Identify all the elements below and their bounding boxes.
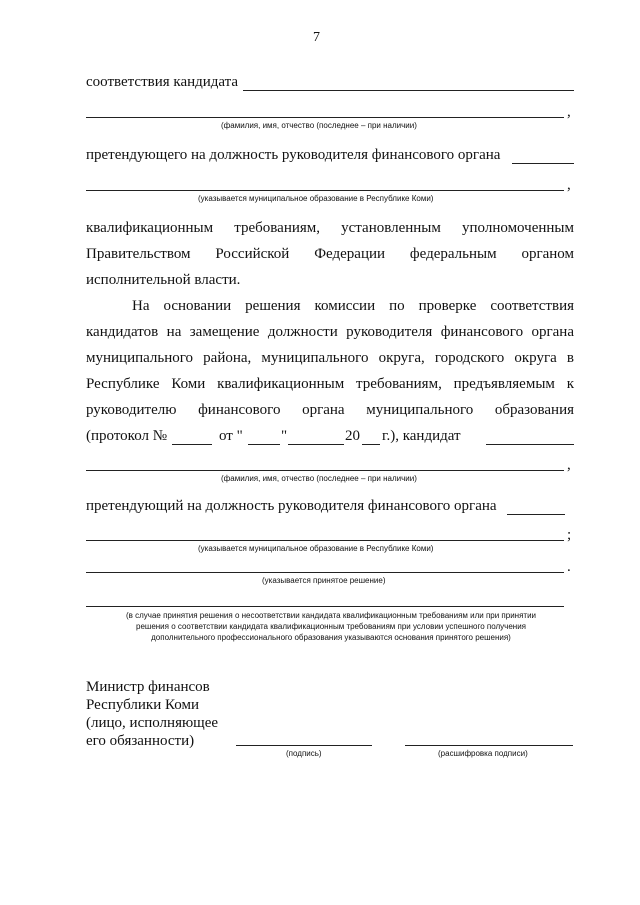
protocol-month-blank (288, 444, 344, 445)
candidate-name-blank (243, 90, 574, 91)
note-line-2: решения о соответствии кандидата квалификационным требованиям при условии успешного получения (136, 622, 526, 631)
decision-blank (86, 572, 564, 573)
protocol-candidate-blank (486, 444, 574, 445)
protocol-number-blank (172, 444, 212, 445)
protocol-prefix: (протокол № (86, 428, 168, 444)
position-blank-2 (507, 514, 565, 515)
para1-line-3: исполнительной власти. (86, 272, 241, 288)
caption-decision: (указывается принятое решение) (262, 576, 386, 585)
para1-line-1: квалификационным требованиям, установленным уполномоченным (86, 220, 574, 236)
line-candidate-compliance: соответствия кандидата (86, 74, 239, 90)
protocol-year-prefix: 20 (345, 428, 360, 444)
comma-3: , (567, 457, 571, 473)
signer-title-line-4: его обязанности) (86, 733, 195, 749)
protocol-quote: " (281, 428, 288, 444)
dot-1: . (567, 559, 571, 575)
mo-blank-1 (86, 190, 564, 191)
para1-line-2: Правительством Российской Федерации федеральным органом (86, 246, 574, 262)
signer-title-line-2: Республики Коми (86, 697, 199, 713)
caption-signature: (подпись) (286, 749, 322, 758)
comma-1: , (567, 104, 571, 120)
signer-title-line-3: (лицо, исполняющее (86, 715, 219, 731)
page-number: 7 (313, 30, 320, 45)
para2-line-4: Республике Коми квалификационным требованиям, предъявляемым к (86, 376, 574, 392)
para2-line-3: муниципального района, муниципального округа, городского округа в (86, 350, 574, 366)
protocol-year-suffix: г.), кандидат (382, 428, 461, 444)
line-position-applicant: претендующего на должность руководителя финансового органа (86, 147, 501, 163)
caption-mo-1: (указывается муниципальное образование в Республике Коми) (198, 194, 434, 203)
signature-blank (236, 745, 372, 746)
line-position-applicant-2: претендующий на должность руководителя финансового органа (86, 498, 497, 514)
caption-fio-2: (фамилия, имя, отчество (последнее – при наличии) (221, 474, 417, 483)
comma-2: , (567, 177, 571, 193)
grounds-blank (86, 606, 564, 607)
semicolon-1: ; (567, 527, 572, 543)
signer-title-line-1: Министр финансов (86, 679, 210, 695)
note-line-1: (в случае принятия решения о несоответствии кандидата квалификационным требованиям или при принятии (125, 611, 537, 620)
para2-line-2: кандидатов на замещение должности руководителя финансового органа (86, 324, 574, 340)
caption-fio-1: (фамилия, имя, отчество (последнее – при наличии) (221, 121, 417, 130)
note-line-3: дополнительного профессионального образования указываются основания принятого решения) (151, 633, 511, 642)
caption-mo-2: (указывается муниципальное образование в Республике Коми) (198, 544, 434, 553)
caption-signature-decoding: (расшифровка подписи) (438, 749, 528, 758)
mo-blank-2 (86, 540, 564, 541)
position-blank-1 (512, 163, 574, 164)
protocol-year-blank (362, 444, 380, 445)
para2-line-1: На основании решения комиссии по проверке соответствия (132, 298, 574, 314)
protocol-from: от " (219, 428, 243, 444)
protocol-day-blank (248, 444, 280, 445)
fio-blank-2 (86, 470, 564, 471)
para2-line-5: руководителю финансового органа муниципального образования (86, 402, 574, 418)
fio-blank-1 (86, 117, 564, 118)
signature-decoding-blank (405, 745, 573, 746)
